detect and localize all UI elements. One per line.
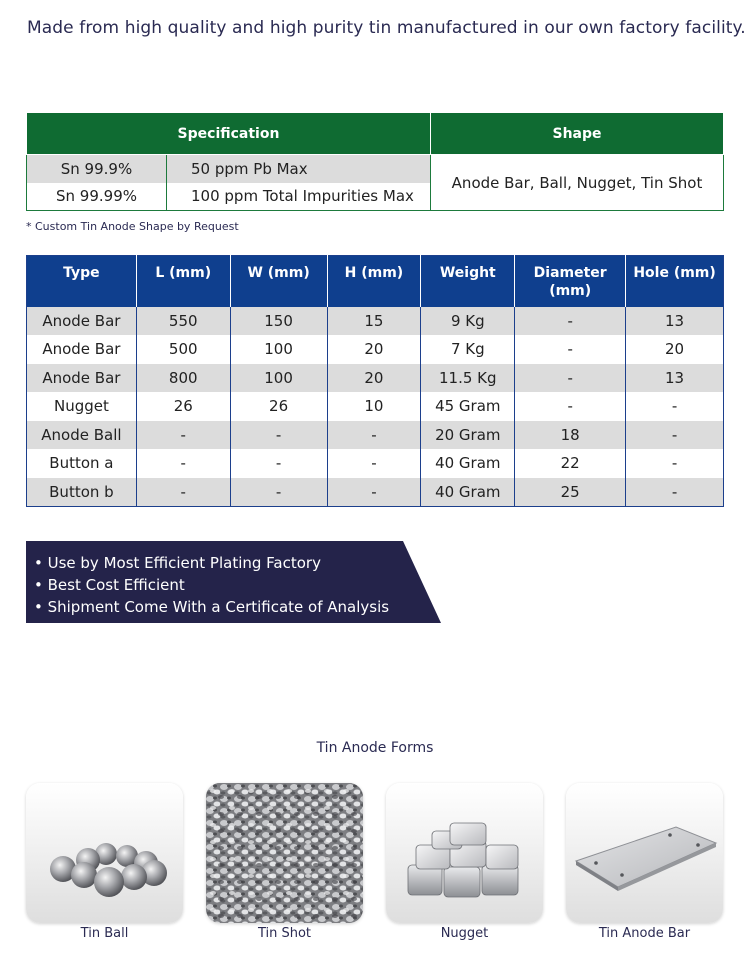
spec-shape-value: Anode Bar, Ball, Nugget, Tin Shot — [431, 155, 724, 211]
cell-hole: 13 — [626, 364, 724, 393]
table-row — [27, 307, 724, 336]
cell-hole: - — [671, 454, 678, 473]
specification-table — [26, 112, 724, 211]
cell-type: Anode Bar — [27, 335, 137, 364]
intro-text: Made from high quality and high purity tin manufactured in our own factory facility. — [27, 18, 746, 38]
cell-length: 500 — [136, 335, 230, 364]
cell-height: 15 — [327, 307, 421, 336]
cell-hole: - — [626, 478, 724, 507]
spec-header-specification: Specification — [27, 113, 431, 155]
tin-anode-bar-image — [566, 783, 723, 923]
nugget-image — [386, 783, 543, 923]
cell-type: Nugget — [27, 392, 137, 421]
cell-length: 550 — [136, 307, 230, 336]
dims-header-weight: Weight — [421, 256, 515, 307]
table-row — [27, 449, 724, 478]
dims-header-hole: Hole (mm) — [626, 256, 724, 307]
cell-hole: 20 — [665, 340, 685, 359]
dims-header-diameter: Diameter (mm) — [515, 256, 626, 307]
dimensions-table — [26, 255, 724, 507]
caption-tin-anode-bar: Tin Anode Bar — [598, 926, 691, 941]
spec-header-shape: Shape — [431, 113, 724, 155]
dims-header-row — [27, 256, 724, 307]
table-row — [27, 364, 724, 393]
cell-weight: 40 Gram — [421, 449, 515, 478]
cell-diameter: - — [515, 392, 626, 421]
cell-hole: - — [626, 421, 724, 450]
tin-shot-image — [206, 783, 363, 923]
features-banner — [26, 541, 441, 623]
cell-width: - — [230, 478, 327, 507]
cell-type: Anode Bar — [27, 307, 137, 336]
cell-type: Anode Ball — [27, 421, 137, 450]
forms-title: Tin Anode Forms — [316, 740, 434, 756]
spec-impurity: 50 ppm Pb Max — [167, 155, 431, 183]
cell-width: - — [230, 449, 327, 478]
dims-header-height: H (mm) — [327, 256, 421, 307]
cell-height: - — [327, 478, 421, 507]
cell-weight: 9 Kg — [421, 307, 515, 336]
cell-height: 20 — [327, 335, 421, 364]
tin-ball-image — [26, 783, 183, 923]
spec-row — [27, 155, 724, 183]
feature-item: • Best Cost Efficient — [34, 576, 185, 594]
cell-length: 800 — [136, 364, 230, 393]
cell-weight: 7 Kg — [421, 335, 515, 364]
spec-header-row — [27, 113, 724, 155]
cell-type: Anode Bar — [27, 364, 137, 393]
cell-width: 150 — [230, 307, 327, 336]
cell-length: 26 — [136, 392, 230, 421]
cell-diameter: 22 — [515, 449, 626, 478]
cell-diameter: 25 — [515, 478, 626, 507]
cell-height: - — [327, 449, 421, 478]
cell-length: - — [136, 449, 230, 478]
cell-width: - — [230, 421, 327, 450]
feature-item: • Shipment Come With a Certificate of Analysis — [34, 598, 390, 616]
cell-width: 26 — [230, 392, 327, 421]
cell-type: Button b — [27, 478, 137, 507]
cell-diameter: - — [515, 364, 626, 393]
cell-diameter: - — [515, 335, 626, 364]
table-row — [27, 335, 724, 364]
caption-tin-shot: Tin Shot — [257, 926, 312, 941]
dims-header-width: W (mm) — [230, 256, 327, 307]
cell-weight: 40 Gram — [421, 478, 515, 507]
feature-item: • Use by Most Efficient Plating Factory — [34, 554, 321, 572]
spec-grade: Sn 99.9% — [27, 155, 167, 183]
cell-height: 20 — [327, 364, 421, 393]
dims-header-type: Type — [27, 256, 137, 307]
spec-grade: Sn 99.99% — [27, 183, 167, 211]
cell-hole: 13 — [626, 307, 724, 336]
table-row — [27, 478, 724, 507]
caption-tin-ball: Tin Ball — [80, 926, 129, 941]
cell-weight: 20 Gram — [421, 421, 515, 450]
caption-nugget: Nugget — [440, 926, 489, 941]
cell-diameter: 18 — [515, 421, 626, 450]
cell-length: - — [136, 478, 230, 507]
table-row — [27, 392, 724, 421]
cell-type: Button a — [27, 449, 137, 478]
cell-height: - — [327, 421, 421, 450]
spec-impurity: 100 ppm Total Impurities Max — [167, 183, 431, 211]
cell-width: 100 — [230, 335, 327, 364]
cell-weight: 45 Gram — [421, 392, 515, 421]
cell-height: 10 — [327, 392, 421, 421]
cell-width: 100 — [230, 364, 327, 393]
cell-weight: 11.5 Kg — [421, 364, 515, 393]
cell-length: - — [136, 421, 230, 450]
table-row — [27, 421, 724, 450]
dims-header-length: L (mm) — [136, 256, 230, 307]
cell-hole: - — [671, 397, 678, 416]
custom-shape-note: * Custom Tin Anode Shape by Request — [26, 220, 239, 233]
cell-diameter: - — [515, 307, 626, 336]
features-list — [34, 552, 389, 618]
